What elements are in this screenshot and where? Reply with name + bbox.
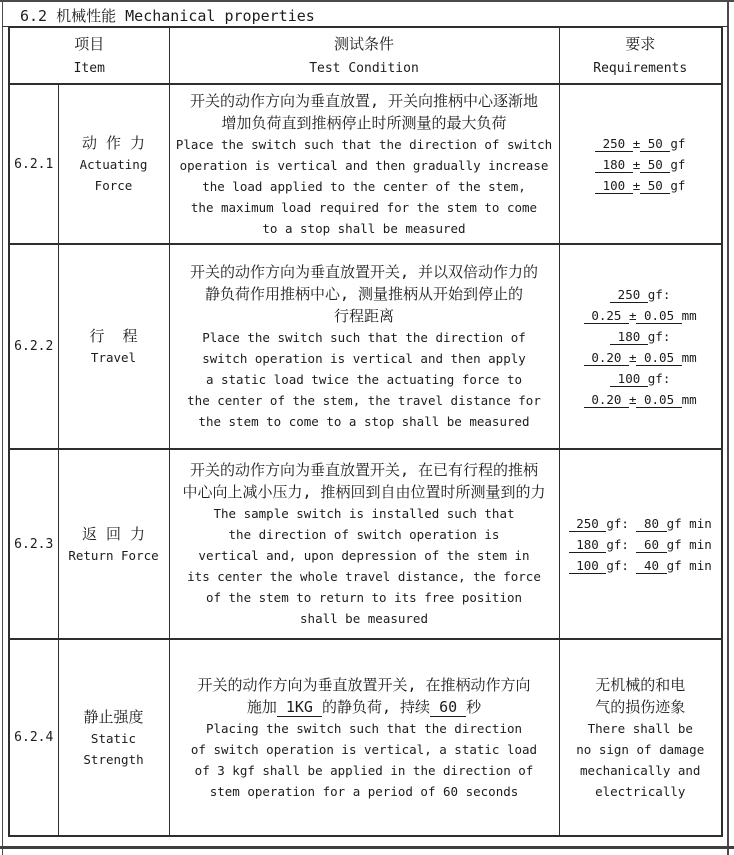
header-item: [9, 27, 169, 84]
text-segment: 开关的动作方向为垂直放置开关, 在已有行程的推柄: [189, 461, 539, 479]
item-number-cell: 6.2.1: [9, 84, 58, 244]
underlined-value: 0.20: [583, 349, 629, 365]
text-segment: the maximum load required for the stem to come: [190, 199, 538, 215]
text-line: [170, 305, 559, 327]
header-requirements-zh: 要求: [625, 34, 656, 53]
underlined-value: 60: [636, 536, 667, 552]
table-row: [9, 244, 722, 449]
text-segment: 行 程: [89, 327, 138, 345]
text-segment: mm: [681, 307, 697, 323]
table-row: [9, 84, 722, 244]
text-segment: gf:: [647, 370, 671, 386]
text-segment: 无机械的和电: [595, 675, 686, 694]
text-segment: Return Force: [68, 547, 159, 563]
text-line: [170, 176, 559, 197]
text-segment: ±: [632, 156, 641, 172]
text-segment: gf: [670, 156, 686, 172]
text-line: [59, 706, 169, 728]
requirements-cell: [559, 639, 722, 836]
header-item-zh: 项目: [74, 34, 105, 53]
text-line: [59, 749, 169, 770]
text-line: [170, 459, 559, 481]
test-condition-cell: [169, 84, 559, 244]
item-number-cell: 6.2.4: [9, 639, 58, 836]
text-line: [170, 155, 559, 176]
text-segment: 增加负荷直到推柄停止时所测量的最大负荷: [221, 113, 507, 132]
text-line: [170, 524, 559, 545]
table-row: [9, 639, 722, 836]
text-segment: 开关的动作方向为垂直放置, 开关向推柄中心逐渐地: [189, 91, 539, 110]
text-line: [560, 534, 722, 555]
text-segment: the direction of switch operation is: [228, 527, 500, 542]
text-segment: its center the whole travel distance, the force: [187, 569, 541, 584]
text-line: [560, 326, 722, 347]
text-line: [170, 197, 559, 218]
header-test-condition: [169, 27, 559, 84]
underlined-value: 250: [568, 515, 607, 531]
text-line: [560, 133, 722, 154]
text-line: [59, 175, 169, 196]
text-segment: gf min: [666, 536, 712, 552]
requirements-cell: [559, 84, 722, 244]
text-line: [170, 261, 559, 283]
text-line: [170, 369, 559, 390]
item-number-cell: 6.2.2: [9, 244, 58, 449]
item-name-cell: [58, 449, 169, 639]
text-line: [560, 718, 722, 739]
text-segment: Travel: [90, 350, 137, 365]
underlined-value: 180: [568, 536, 607, 552]
text-segment: Placing the switch such that the direction: [205, 720, 523, 736]
text-segment: gf min: [666, 515, 712, 531]
text-segment: gf:: [606, 515, 637, 531]
text-line: [560, 555, 722, 576]
text-segment: the stem to come to a stop shall be measured: [198, 414, 530, 429]
text-line: [170, 781, 559, 802]
text-line: [59, 154, 169, 175]
header-test-condition-zh: 测试条件: [333, 34, 394, 53]
underlined-value: 50: [640, 177, 671, 193]
text-segment: ±: [632, 135, 641, 151]
text-line: [560, 513, 722, 534]
text-segment: ±: [632, 177, 641, 193]
text-segment: gf min: [666, 557, 712, 573]
header-test-condition-en: Test Condition: [309, 60, 419, 76]
text-line: [560, 154, 722, 175]
text-segment: There shall be: [587, 720, 693, 736]
text-segment: 的静负荷, 持续: [321, 697, 431, 716]
underlined-value: 60: [430, 697, 467, 716]
page-border-right: [727, 0, 729, 855]
text-segment: Actuating: [79, 157, 148, 172]
text-segment: mm: [681, 391, 697, 407]
text-segment: Place the switch such that the direction of switch: [175, 136, 553, 152]
underlined-value: 50: [640, 156, 671, 172]
underlined-value: 250: [595, 135, 633, 151]
text-line: [59, 347, 169, 368]
text-line: [170, 411, 559, 432]
text-segment: shall be measured: [300, 611, 428, 626]
underlined-value: 0.05: [636, 307, 682, 323]
requirements-cell: [559, 449, 722, 639]
text-line: [170, 545, 559, 566]
test-condition-cell: [169, 244, 559, 449]
text-line: [170, 739, 559, 760]
text-segment: operation is vertical and then gradually increase: [179, 157, 549, 173]
text-line: [170, 587, 559, 608]
text-line: [170, 481, 559, 503]
text-segment: of 3 kgf shall be applied in the direction of: [194, 762, 534, 778]
text-segment: the center of the stem, the travel distance for: [187, 393, 541, 408]
page-border-bottom: [0, 846, 734, 849]
page-border-left: [2, 0, 3, 855]
text-line: [560, 760, 722, 781]
text-segment: electrically: [595, 783, 686, 799]
text-line: [560, 175, 722, 196]
text-segment: 秒: [466, 697, 482, 716]
text-segment: 行程距离: [333, 307, 394, 325]
text-segment: Place the switch such that the direction of: [202, 330, 526, 345]
text-segment: 施加: [246, 697, 277, 716]
mechanical-properties-table: [8, 26, 723, 837]
text-segment: gf:: [647, 328, 671, 344]
underlined-value: 180: [610, 328, 648, 344]
text-line: [560, 781, 722, 802]
text-line: [170, 566, 559, 587]
text-segment: 开关的动作方向为垂直放置开关, 并以双倍动作力的: [189, 263, 539, 281]
text-line: [170, 674, 559, 696]
page-border-top: [0, 0, 734, 2]
text-line: [170, 112, 559, 134]
text-segment: ±: [628, 307, 637, 323]
text-line: [170, 327, 559, 348]
text-line: [170, 390, 559, 411]
text-segment: gf:: [606, 536, 637, 552]
text-segment: of switch operation is vertical, a static load: [190, 741, 538, 757]
text-segment: stem operation for a period of 60 seconds: [209, 783, 519, 799]
underlined-value: 100: [568, 557, 607, 573]
underlined-value: 0.25: [583, 307, 629, 323]
text-segment: gf:: [647, 286, 671, 302]
text-segment: no sign of damage: [576, 741, 705, 757]
text-segment: Strength: [83, 751, 144, 767]
item-name-cell: [58, 244, 169, 449]
text-line: [170, 283, 559, 305]
text-line: [560, 696, 722, 718]
table-row: [9, 449, 722, 639]
text-segment: 开关的动作方向为垂直放置开关, 在推柄动作方向: [197, 675, 531, 694]
text-segment: gf: [670, 135, 686, 151]
text-segment: ±: [628, 391, 637, 407]
text-segment: of the stem to return to its free position: [205, 590, 523, 605]
text-segment: 中心向上减小压力, 推柄回到自由位置时所测量到的力: [182, 483, 546, 501]
text-line: [170, 218, 559, 239]
test-condition-cell: [169, 449, 559, 639]
underlined-value: 250: [610, 286, 648, 302]
underlined-value: 180: [595, 156, 633, 172]
text-line: [560, 305, 722, 326]
item-name-cell: [58, 84, 169, 244]
text-line: [170, 718, 559, 739]
text-segment: gf: [670, 177, 686, 193]
text-line: [170, 696, 559, 718]
text-segment: vertical and, upon depression of the stem in: [198, 548, 530, 563]
text-segment: a static load twice the actuating force to: [205, 372, 523, 387]
text-segment: gf:: [606, 557, 637, 573]
text-line: [59, 728, 169, 749]
underlined-value: 0.05: [636, 349, 682, 365]
text-line: [560, 368, 722, 389]
text-segment: 气的损伤迹象: [595, 697, 686, 716]
text-segment: 静负荷作用推柄中心, 测量推柄从开始到停止的: [204, 285, 524, 303]
text-segment: 静止强度: [83, 707, 144, 726]
item-name-cell: [58, 639, 169, 836]
underlined-value: 1KG: [276, 697, 322, 716]
underlined-value: 0.05: [636, 391, 682, 407]
text-segment: ±: [628, 349, 637, 365]
underlined-value: 50: [640, 135, 671, 151]
text-segment: 动 作 力: [81, 134, 146, 152]
header-requirements: [559, 27, 722, 84]
text-line: [59, 545, 169, 566]
underlined-value: 40: [636, 557, 667, 573]
header-item-en: Item: [73, 60, 105, 76]
underlined-value: 100: [610, 370, 648, 386]
text-line: [560, 674, 722, 696]
text-segment: switch operation is vertical and then apply: [202, 351, 526, 366]
text-line: [59, 132, 169, 154]
text-line: [170, 90, 559, 112]
text-segment: mm: [681, 349, 697, 365]
text-segment: The sample switch is installed such that: [213, 506, 515, 521]
underlined-value: 80: [636, 515, 667, 531]
text-line: [170, 760, 559, 781]
text-segment: the load applied to the center of the stem,: [202, 178, 526, 194]
item-number-cell: 6.2.3: [9, 449, 58, 639]
text-line: [170, 348, 559, 369]
underlined-value: 0.20: [583, 391, 629, 407]
text-line: [560, 739, 722, 760]
text-line: [170, 503, 559, 524]
text-segment: 返 回 力: [81, 524, 146, 543]
underlined-value: 100: [595, 177, 633, 193]
text-line: [560, 347, 722, 368]
text-segment: to a stop shall be measured: [262, 220, 466, 236]
text-segment: mechanically and: [580, 762, 701, 778]
text-segment: Static: [90, 730, 137, 746]
text-line: [560, 389, 722, 410]
text-line: [170, 608, 559, 629]
test-condition-cell: [169, 639, 559, 836]
text-line: [59, 523, 169, 545]
text-line: [170, 134, 559, 155]
text-line: [59, 325, 169, 347]
header-row: [9, 27, 722, 84]
requirements-cell: [559, 244, 722, 449]
section-title: 6.2 机械性能 Mechanical properties: [20, 7, 315, 25]
text-line: [560, 284, 722, 305]
text-segment: Force: [94, 178, 133, 193]
header-requirements-en: Requirements: [593, 60, 688, 76]
